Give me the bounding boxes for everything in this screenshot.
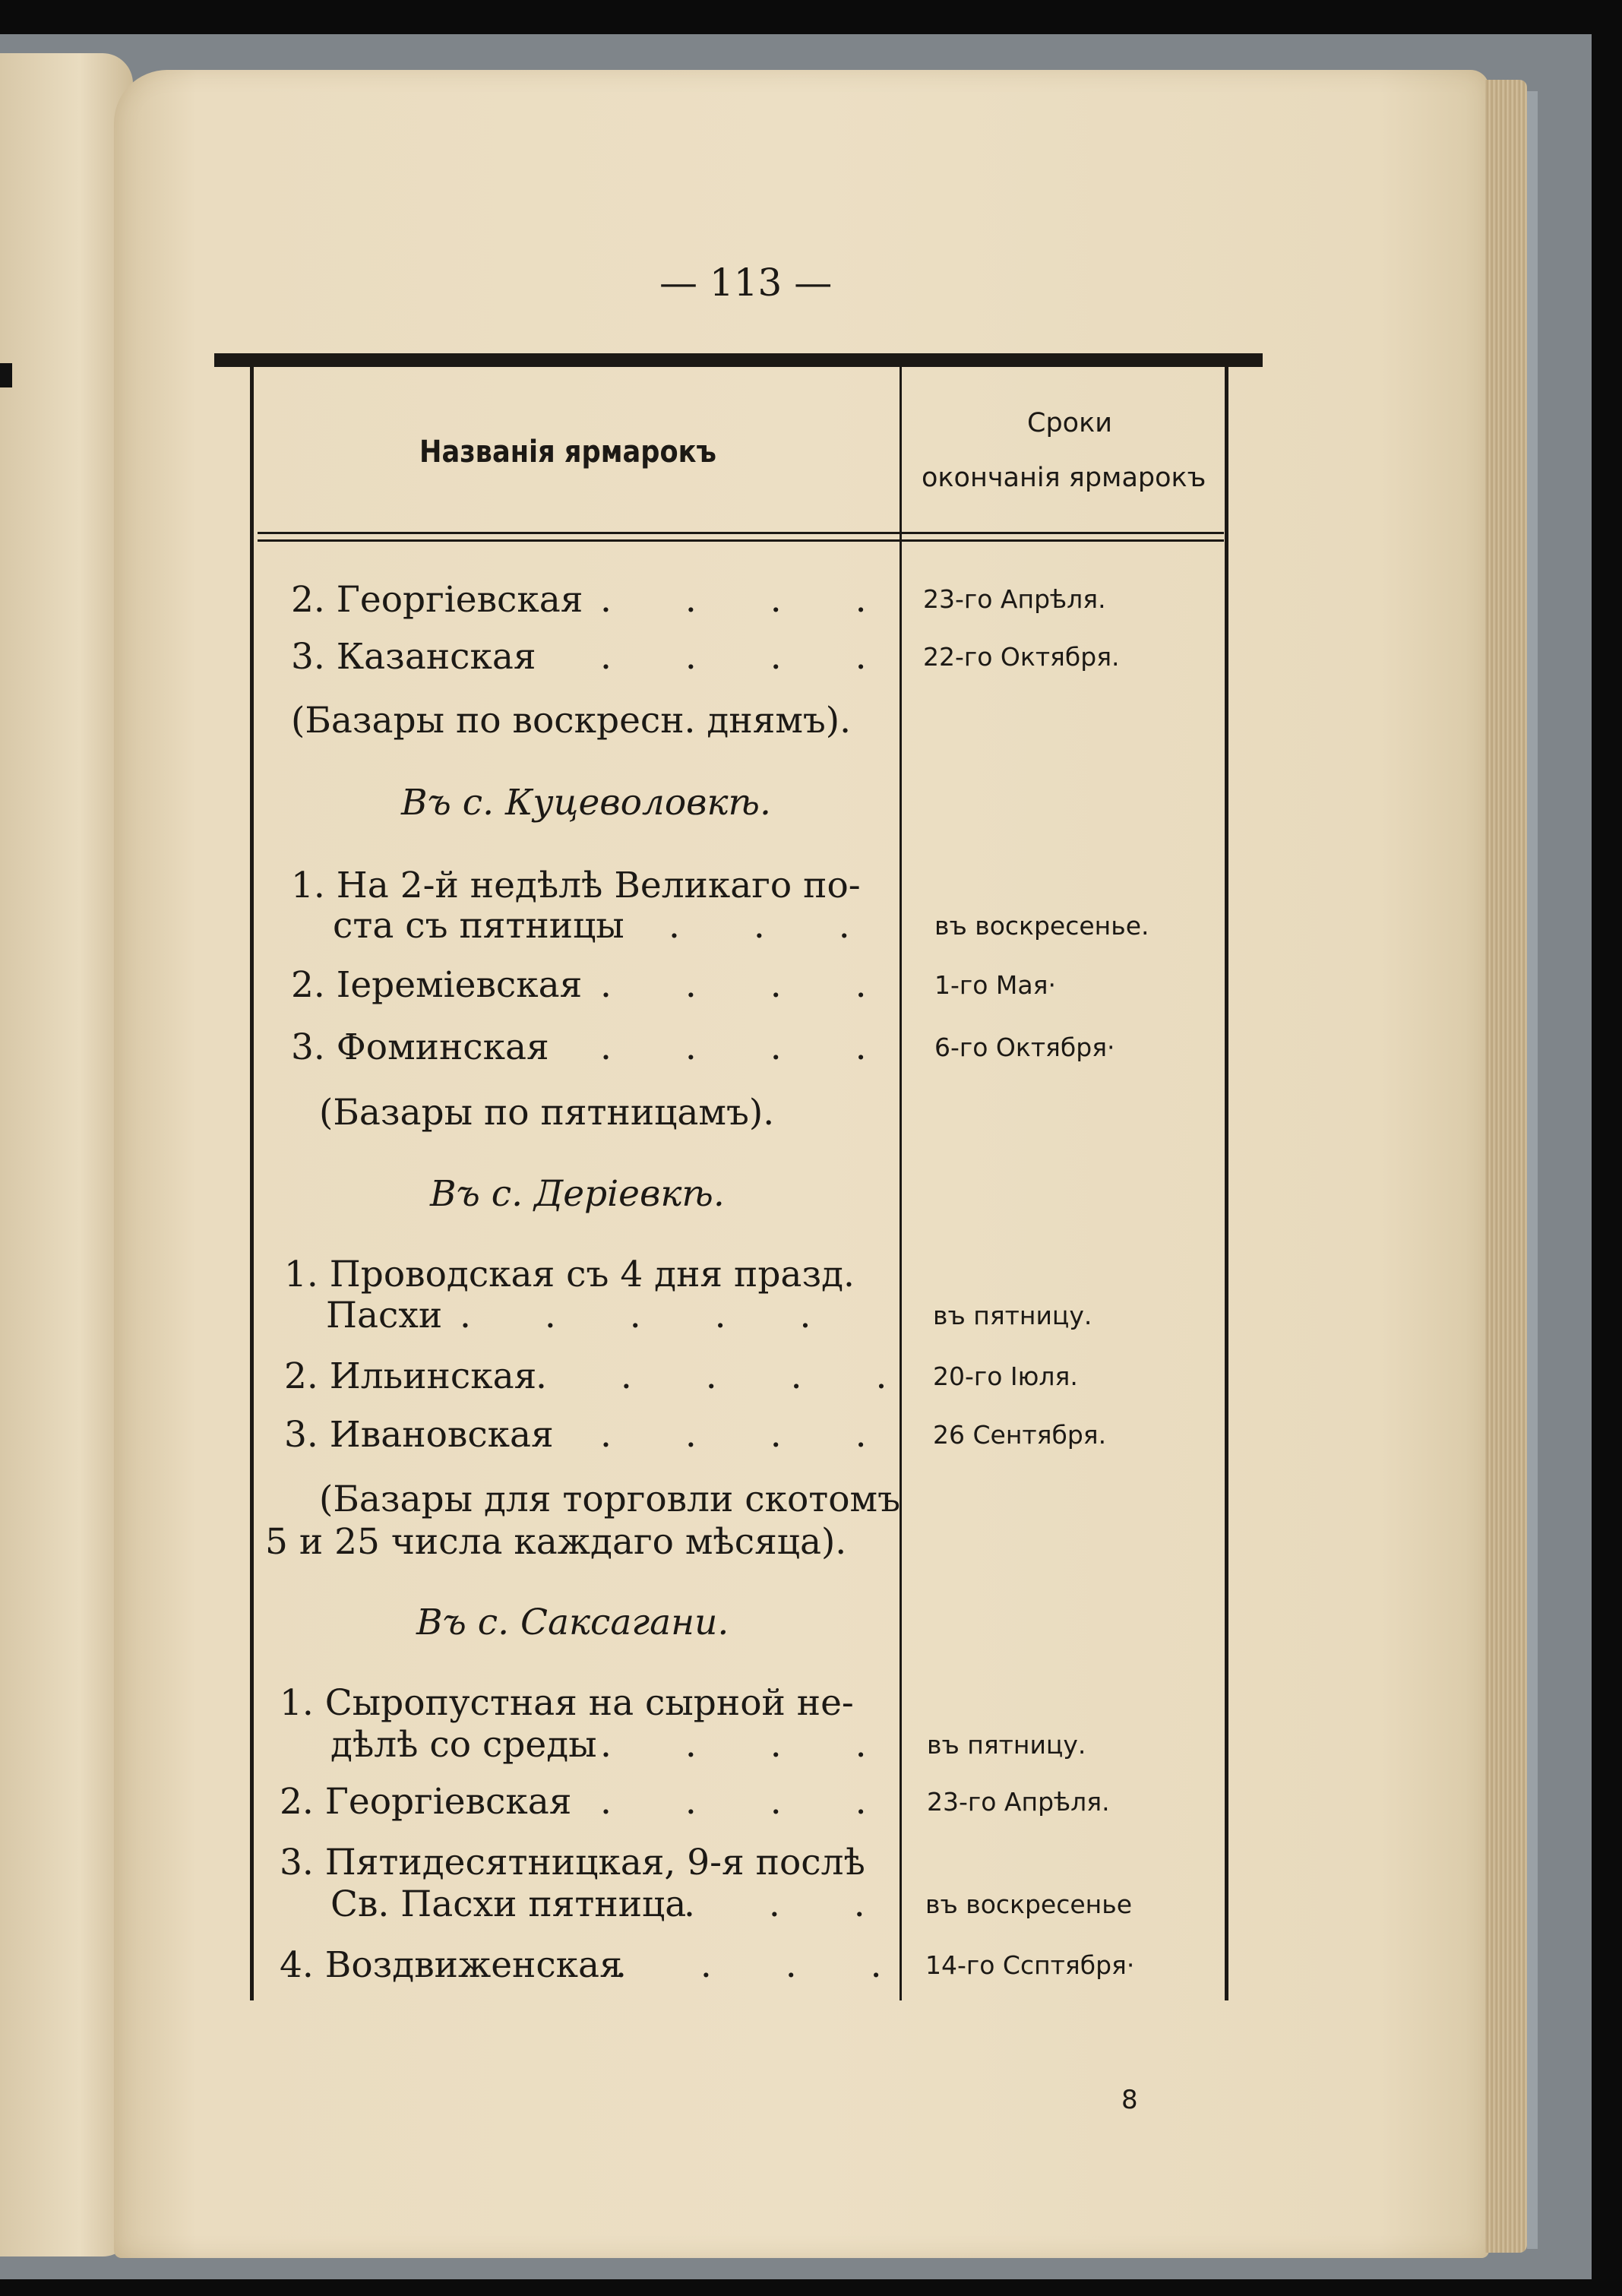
fair-end-date: 26 Сентября. (933, 1420, 1107, 1450)
leader-dots: . . . . . (460, 1295, 843, 1336)
fair-name: 2. Георгіевская (280, 1781, 572, 1823)
fair-name: 2. Іеремiевская (291, 964, 583, 1006)
leader-dots: . . . (684, 1883, 896, 1925)
fair-end-date: въ пятницу. (933, 1301, 1092, 1330)
fair-name: 3. Ивановская (284, 1414, 554, 1456)
page-number: — 113 — (659, 261, 833, 305)
section-heading: Въ с. Деріевкѣ. (430, 1173, 725, 1215)
fair-end-date: 20-го Іюля. (933, 1361, 1078, 1391)
section-heading: Въ с. Куцеволовкѣ. (401, 782, 771, 824)
leader-dots: . . . . (600, 636, 898, 678)
fair-end-date: 23-го Апрѣля. (927, 1787, 1110, 1817)
section-heading: Въ с. Саксагани. (416, 1602, 729, 1643)
fair-end-date: въ воскресенье (925, 1890, 1132, 1919)
page-edges (1485, 80, 1527, 2253)
bazaar-note: (Базары по пятницамъ). (319, 1092, 775, 1134)
leader-dots: . . . . (615, 1944, 913, 1986)
cover-edge (1527, 91, 1538, 2249)
fair-end-date: 14-го Ссптября· (925, 1950, 1135, 1980)
names-column-header: Названія ярмарокъ (419, 435, 716, 470)
leader-dots: . . . . (600, 1724, 898, 1766)
dates-column-header-line1: Сроки (1027, 408, 1112, 438)
fair-name-continued: дѣлѣ со среды (330, 1724, 597, 1766)
bazaar-note: (Базары для торговли скотомъ (319, 1478, 901, 1520)
fair-end-date: 22-го Октября. (923, 642, 1120, 672)
fair-end-date: 6-го Октября· (934, 1033, 1115, 1062)
leader-dots: . . . . (600, 1026, 898, 1068)
fair-name-continued: Пасхи (326, 1295, 443, 1336)
dates-column-header-line2: окончанія ярмарокъ (922, 463, 1206, 493)
leader-dots: . . . . (600, 1414, 898, 1456)
leader-dots: . . . . (600, 964, 898, 1006)
fair-name: 4. Воздвиженская (280, 1944, 622, 1986)
bazaar-note-continued: 5 и 25 числа каждаго мѣсяца). (265, 1521, 847, 1563)
leader-dots: . . . . (600, 579, 898, 621)
fair-name: 2. Ильинская (284, 1355, 537, 1397)
table-right-border (1225, 367, 1228, 2000)
leader-dots: . . . (669, 905, 881, 947)
fair-end-date: въ пятницу. (927, 1730, 1086, 1760)
column-divider (900, 367, 902, 2000)
fair-name-continued: Св. Пасхи пятница (330, 1883, 687, 1925)
fair-name: 1. На 2-й недѣлѣ Великаго по- (291, 865, 861, 906)
signature-number: 8 (1121, 2085, 1138, 2115)
fair-name: 1. Проводская съ 4 дня празд. (284, 1254, 855, 1295)
leader-dots: . . . . . (536, 1355, 919, 1397)
header-rule-upper (258, 532, 1224, 534)
table-left-border (250, 367, 254, 2000)
fair-name: 2. Георгіевская (291, 579, 583, 621)
bazaar-note: (Базары по воскресн. днямъ). (291, 700, 852, 742)
fair-name: 3. Фоминская (291, 1026, 549, 1068)
left-page-mark (0, 363, 12, 387)
header-rule-lower (258, 539, 1224, 542)
left-page-edge (0, 53, 133, 2256)
fair-end-date: въ воскресенье. (934, 911, 1149, 941)
table-top-rule (214, 353, 1263, 367)
fair-end-date: 1-го Мая· (934, 970, 1056, 1000)
book-page (114, 70, 1489, 2258)
fair-name: 3. Казанская (291, 636, 536, 678)
leader-dots: . . . . (600, 1781, 898, 1823)
fair-name: 3. Пятидесятницкая, 9-я послѣ (280, 1842, 865, 1883)
fair-name: 1. Сыропустная на сырной не- (280, 1682, 854, 1724)
fair-name-continued: ста съ пятницы (333, 905, 624, 947)
fair-end-date: 23-го Апрѣля. (923, 584, 1106, 614)
